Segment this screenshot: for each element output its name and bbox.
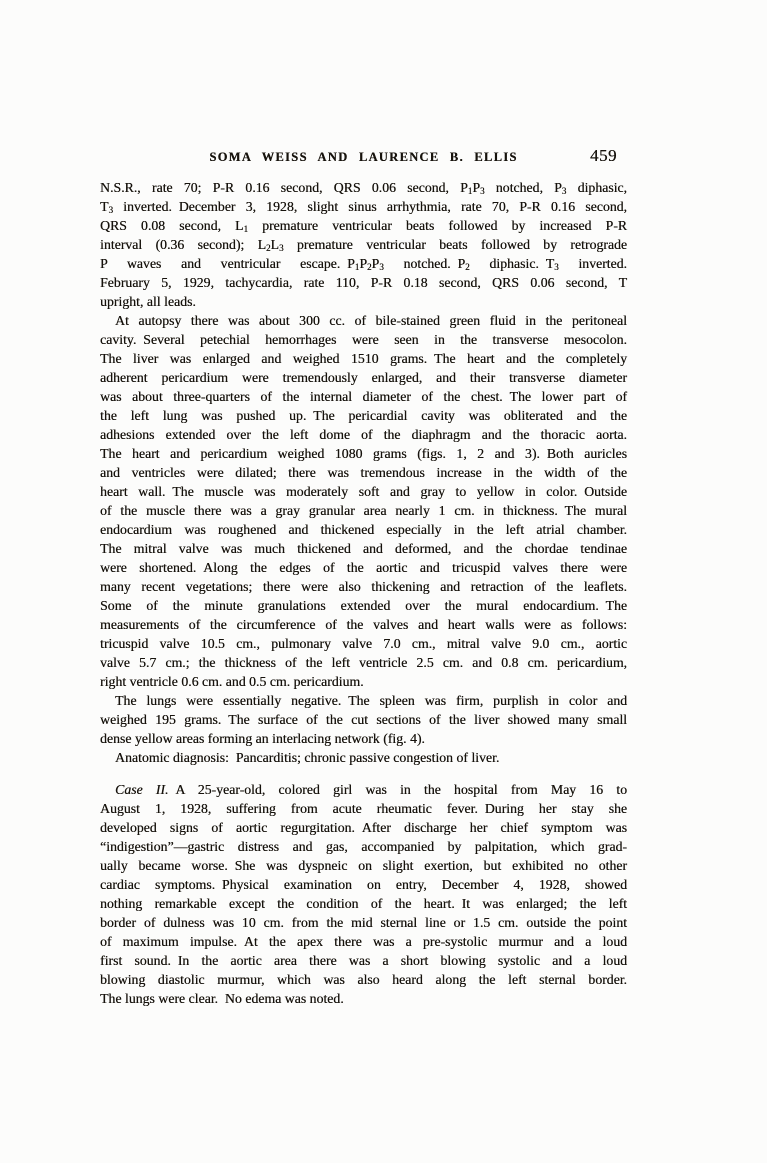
text-line: many recent vegetations; there were also thickening and retraction of the leaflets. [100, 579, 627, 594]
text-line: adherent pericardium were tremendously enlarged, and their transverse diameter [100, 370, 627, 385]
text-line: adhesions extended over the left dome of the diaphragm and the thoracic aorta. [100, 427, 627, 442]
text-line: The liver was enlarged and weighed 1510 grams. The heart and the completely [100, 351, 627, 366]
text-line: of the muscle there was a gray granular area nearly 1 cm. in thickness. The mural [100, 503, 627, 518]
body-text [100, 178, 627, 1008]
text-line: August 1, 1928, suffering from acute rheumatic fever. During her stay she [100, 801, 627, 816]
text-line: upright, all leads. [100, 294, 196, 309]
text-line: February 5, 1929, tachycardia, rate 110, P-R 0.18 second, QRS 0.06 second, T [100, 275, 627, 290]
text-line: of maximum impulse. At the apex there was a pre-systolic murmur and a loud [100, 934, 627, 949]
text-line: QRS 0.08 second, $L_1$ premature ventricular beats followed by increased P-R [100, 218, 627, 234]
text-line: was about three-quarters of the internal diameter of the chest. The lower part of [100, 389, 627, 404]
text-line: the left lung was pushed up. The pericardial cavity was obliterated and the [100, 408, 627, 423]
text-line: measurements of the circumference of the valves and heart walls were as follows: [100, 617, 627, 632]
paragraph-autopsy-findings [100, 311, 627, 691]
text-line: blowing diastolic murmur, which was also heard along the left sternal border. [100, 972, 627, 987]
text-line: and ventricles were dilated; there was tremendous increase in the width of the [100, 465, 627, 480]
text-line: valve 5.7 cm.; the thickness of the left ventricle 2.5 cm. and 0.8 cm. pericardium, [100, 655, 627, 670]
paragraph-anatomic-diagnosis [100, 748, 627, 767]
text-line: The lungs were essentially negative. The spleen was firm, purplish in color and [115, 693, 627, 708]
text-line: $T_3$ inverted. December 3, 1928, slight sinus arrhythmia, rate 70, P-R 0.16 second, [100, 199, 627, 215]
text-line: At autopsy there was about 300 cc. of bile-stained green fluid in the peritoneal [115, 313, 627, 328]
text-line: endocardium was roughened and thickened especially in the left atrial chamber. [100, 522, 627, 537]
page-header [100, 147, 627, 167]
text-line: were shortened. Along the edges of the aortic and tricuspid valves there were [100, 560, 627, 575]
text-line: weighed 195 grams. The surface of the cut sections of the liver showed many small [100, 712, 627, 727]
text-line: developed signs of aortic regurgitation. After discharge her chief symptom was [100, 820, 627, 835]
text-line: Anatomic diagnosis: Pancarditis; chronic passive congestion of liver. [115, 750, 500, 765]
text-line: The mitral valve was much thickened and deformed, and the chordae tendinae [100, 541, 627, 556]
text-line: P waves and ventricular escape. $P_1P_2P_3$ notched. $P_2$ diphasic. $T_3$ inverted. [100, 256, 627, 272]
text-line: heart wall. The muscle was moderately soft and gray to yellow in color. Outside [100, 484, 627, 499]
text-line: Some of the minute granulations extended over the mural endocardium. The [100, 598, 627, 613]
text-line: first sound. In the aortic area there was a short blowing systolic and a loud [100, 953, 627, 968]
running-title: SOMA WEISS AND LAURENCE B. ELLIS [209, 150, 518, 164]
text-line: The lungs were clear. No edema was noted. [100, 991, 344, 1006]
paragraph-case-ii [100, 780, 627, 1008]
text-line: tricuspid valve 10.5 cm., pulmonary valve 7.0 cm., mitral valve 9.0 cm., aortic [100, 636, 627, 651]
page-number: 459 [590, 146, 617, 165]
text-line: interval (0.36 second); $L_2L_3$ premature ventricular beats followed by retrograde [100, 237, 627, 253]
text-line: N.S.R., rate 70; P-R 0.16 second, QRS 0.06 second, $P_1P_3$ notched, $P_3$ diphasic, [100, 180, 627, 196]
text-line: ually became worse. She was dyspneic on slight exertion, but exhibited no other [100, 858, 627, 873]
text-line: cardiac symptoms. Physical examination on entry, December 4, 1928, showed [100, 877, 627, 892]
paragraph-lungs-spleen-liver [100, 691, 627, 748]
text-line: Case II. A 25-year-old, colored girl was in the hospital from May 16 to [115, 782, 627, 797]
text-line: cavity. Several petechial hemorrhages were seen in the transverse mesocolon. [100, 332, 627, 347]
text-line: The heart and pericardium weighed 1080 grams (figs. 1, 2 and 3). Both auricles [100, 446, 627, 461]
text-line: border of dulness was 10 cm. from the mid sternal line or 1.5 cm. outside the point [100, 915, 627, 930]
text-line: “indigestion”—gastric distress and gas, accompanied by palpitation, which grad- [100, 839, 627, 854]
paragraph-ecg-findings [100, 178, 627, 311]
text-line: dense yellow areas forming an interlacing network (fig. 4). [100, 731, 425, 746]
text-line: right ventricle 0.6 cm. and 0.5 cm. pericardium. [100, 674, 364, 689]
text-line: nothing remarkable except the condition of the heart. It was enlarged; the left [100, 896, 627, 911]
